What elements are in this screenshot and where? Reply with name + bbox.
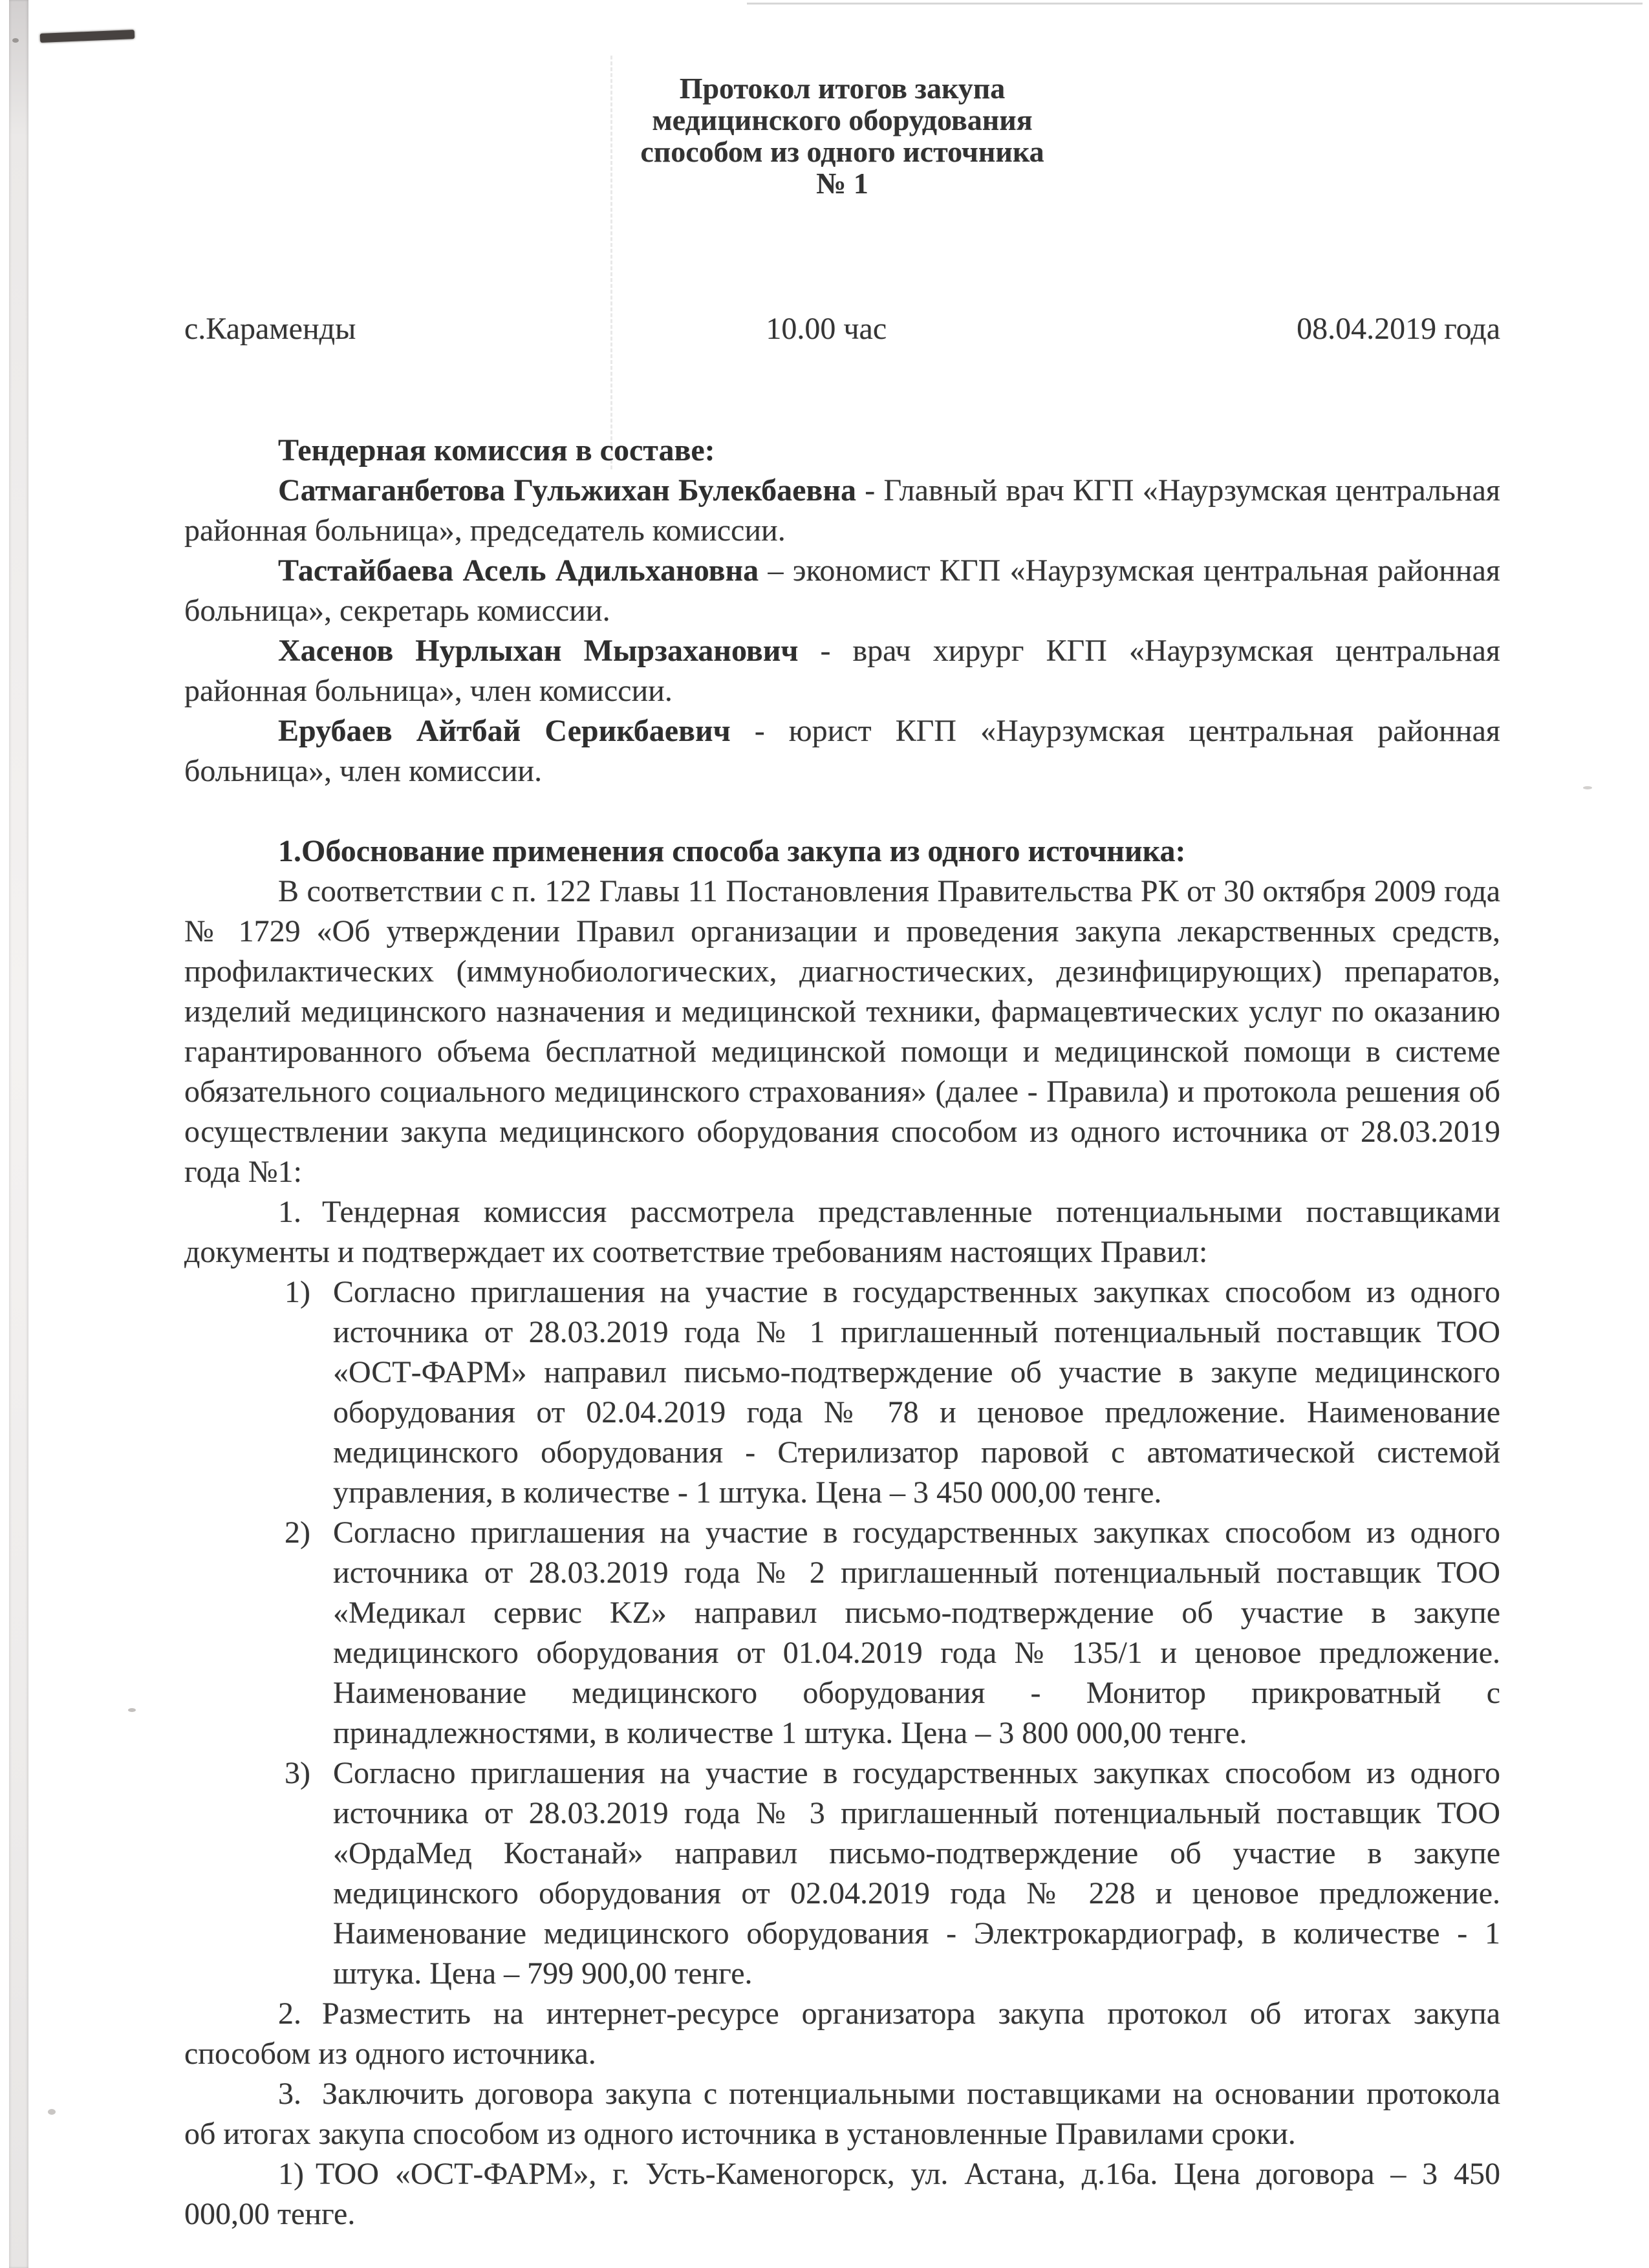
numbered-item-1 <box>184 1192 1500 1272</box>
commission-member-1 <box>184 471 1500 551</box>
commission-heading: Тендерная комиссия в составе: <box>278 433 715 467</box>
sub-item-number: 1) <box>285 1275 310 1309</box>
sub-item-text: Согласно приглашения на участие в государственных закупках способом из одного источника от 28.03.2019 года № 3 приглашенный потенциальный поставщик ТОО «ОрдаМед Костанай» направил письмо-подтверждение об участие в закупе медицинского оборудования от 02.04.2019 года № 228 и ценовое предложение. Наименование медицинского оборудования - Электрокардиограф, в количестве - 1 штука. Цена – 799 900,00 тенге. <box>333 1756 1500 1991</box>
sub-item-number: 2) <box>285 1515 310 1550</box>
member-name: Хасенов Нурлыхан Мырзаханович <box>278 634 799 668</box>
contract-text: ТОО «ОСТ-ФАРМ», г. Усть-Каменогорск, ул. Астана, д.16а. Цена договора – 3 450 000,00 тенге. <box>184 2157 1500 2231</box>
title-line-4: № 1 <box>816 167 868 200</box>
title-line-1: Протокол итогов закупа <box>679 72 1006 105</box>
meta-place: с.Караменды <box>184 312 356 346</box>
meta-time: 10.00 час <box>766 312 887 346</box>
member-role: – экономист КГП «Наурзумская центральная районная больница», секретарь комиссии. <box>184 553 1501 628</box>
meta-row <box>184 309 1500 349</box>
member-name: Ерубаев Айтбай Серикбаевич <box>278 714 731 748</box>
item-number: 3. <box>278 2077 301 2111</box>
contract-item-1 <box>184 2154 1500 2234</box>
member-role: - юрист КГП «Наурзумская центральная районная больница», член комиссии. <box>184 714 1501 788</box>
numbered-item-2 <box>184 1994 1500 2074</box>
commission-member-2 <box>184 551 1500 631</box>
item-number: 2. <box>278 1996 301 2031</box>
meta-date: 08.04.2019 года <box>1297 312 1500 346</box>
sub-item-2 <box>184 1513 1500 1753</box>
member-name: Сатмаганбетова Гульжихан Булекбаевна <box>278 473 856 508</box>
item-text: Тендерная комиссия рассмотрела представленные потенциальными поставщиками документы и подтверждает их соответствие требованиям настоящих Правил: <box>184 1195 1500 1269</box>
sub-item-number: 3) <box>285 1756 310 1790</box>
item-number: 1. <box>278 1195 301 1229</box>
section-heading: 1.Обоснование применения способа закупа из одного источника: <box>278 834 1186 868</box>
title-line-2: медицинского оборудования <box>652 103 1033 136</box>
document-title <box>184 72 1500 199</box>
numbered-item-3 <box>184 2074 1500 2154</box>
item-text: Заключить договора закупа с потенциальными поставщиками на основании протокола об итогах закупа способом из одного источника в установленные Правилами сроки. <box>184 2077 1500 2151</box>
sub-item-text: Согласно приглашения на участие в государственных закупках способом из одного источника от 28.03.2019 года № 1 приглашенный потенциальный поставщик ТОО «ОСТ-ФАРМ» направил письмо-подтверждение об участие в закупе медицинского оборудования от 02.04.2019 года № 78 и ценовое предложение. Наименование медицинского оборудования - Стерилизатор паровой с автоматической системой управления, в количестве - 1 штука. Цена – 3 450 000,00 тенге. <box>333 1275 1500 1510</box>
member-role: - Главный врач КГП «Наурзумская центральная районная больница», председатель комиссии. <box>184 473 1500 548</box>
sub-item-3 <box>184 1753 1500 1994</box>
member-name: Тастайбаева Асель Адильхановна <box>278 553 759 588</box>
item-text: Разместить на интернет-ресурсе организатора закупа протокол об итогах закупа способом из одного источника. <box>184 1996 1500 2071</box>
commission-member-4 <box>184 711 1500 791</box>
member-role: - врач хирург КГП «Наурзумская центральная районная больница», член комиссии. <box>184 634 1500 708</box>
intro-paragraph: В соответствии с п. 122 Главы 11 Постановления Правительства РК от 30 октября 2009 года № 1729 «Об утверждении Правил организации и проведения закупа лекарственных средств, профилактических (иммунобиологических, диагностических, дезинфицирующих) препаратов, изделий медицинского назначения и медицинской техники, фармацевтических услуг по оказанию гарантированного объема бесплатной медицинской помощи и медицинской помощи в системе обязательного социального медицинского страхования» (далее - Правила) и протокола решения об осуществлении закупа медицинского оборудования способом из одного источника от 28.03.2019 года №1: <box>184 874 1500 1189</box>
contract-number: 1) <box>278 2157 304 2191</box>
commission-member-3 <box>184 631 1500 711</box>
sub-item-text: Согласно приглашения на участие в государственных закупках способом из одного источника от 28.03.2019 года № 2 приглашенный потенциальный поставщик ТОО «Медикал сервис KZ» направил письмо-подтверждение об участие в закупе медицинского оборудования от 01.04.2019 года № 135/1 и ценовое предложение. Наименование медицинского оборудования - Монитор прикроватный с принадлежностями, в количестве 1 штука. Цена – 3 800 000,00 тенге. <box>333 1515 1500 1750</box>
title-line-3: способом из одного источника <box>640 135 1044 168</box>
sub-item-1 <box>184 1272 1500 1513</box>
